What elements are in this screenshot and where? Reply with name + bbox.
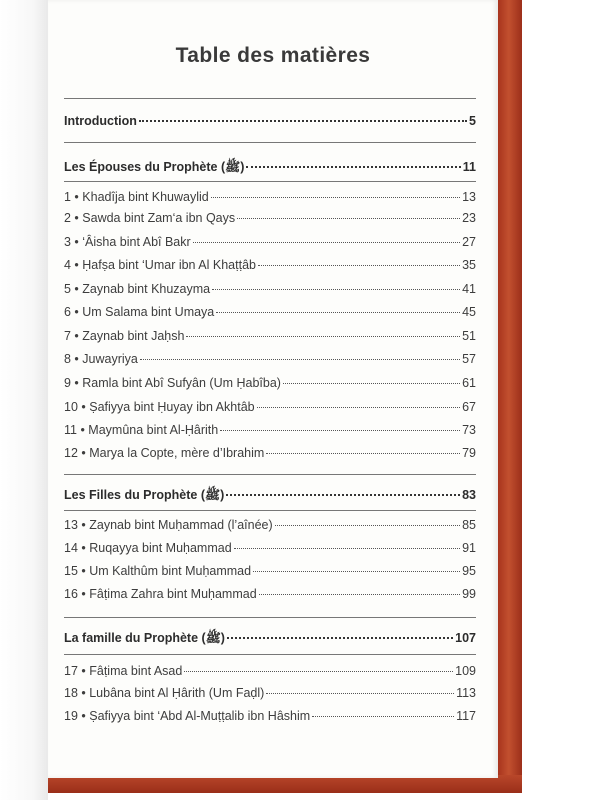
divider [64, 474, 476, 475]
toc-entry-label: 18 • Lubâna bint Al Ḥârith (Um Faḍl) [64, 686, 265, 700]
toc-section-label: La famille du Prophète (ﷺ) [64, 631, 225, 645]
toc-entry-label: 7 • Zaynab bint Jaḥsh [64, 329, 185, 343]
dot-leader [266, 693, 454, 694]
toc-section-epouses[interactable] [64, 160, 476, 178]
toc-entry[interactable] [64, 423, 476, 441]
dot-leader [226, 494, 460, 496]
dot-leader [186, 336, 460, 337]
dot-leader [253, 571, 460, 572]
toc-entry-label: 16 • Fâṭima Zahra bint Muḥammad [64, 587, 257, 601]
toc-entry-label: 15 • Um Kalthûm bint Muḥammad [64, 564, 252, 578]
toc-section-page: 5 [469, 114, 476, 128]
dot-leader [259, 594, 460, 595]
toc-entry-page: 27 [462, 235, 476, 249]
toc-entry[interactable] [64, 352, 476, 370]
dot-leader [211, 197, 460, 198]
toc-section-label: Introduction [64, 114, 137, 128]
toc-section-page: 11 [462, 160, 476, 174]
toc-entry[interactable] [64, 235, 476, 253]
divider [64, 510, 476, 511]
toc-entry-page: 91 [462, 541, 476, 555]
toc-entry-label: 5 • Zaynab bint Khuzayma [64, 282, 211, 296]
toc-entry-page: 117 [456, 709, 476, 723]
toc-entry-label: 8 • Juwayriya [64, 352, 138, 366]
toc-entry-label: 10 • Ṣafiyya bint Ḥuyay ibn Akhtâb [64, 400, 255, 414]
toc-entry-label: 11 • Maymûna bint Al-Ḥârith [64, 423, 219, 437]
toc-entry[interactable] [64, 258, 476, 276]
toc-section-label: Les Épouses du Prophète (ﷺ) [64, 160, 245, 174]
toc-entry-label: 1 • Khadîja bint Khuwaylid [64, 190, 209, 204]
toc-entry[interactable] [64, 709, 476, 727]
dot-leader [237, 218, 460, 219]
dot-leader [184, 671, 453, 672]
page-title: Table des matières [175, 44, 371, 67]
toc-entry-label: 19 • Ṣafiyya bint ‘Abd Al-Muṭṭalib ibn Hâshim [64, 709, 311, 723]
divider [64, 617, 476, 618]
dot-leader [139, 120, 467, 122]
toc-entry[interactable] [64, 541, 476, 559]
toc-entry-page: 73 [462, 423, 476, 437]
toc-entry[interactable] [64, 329, 476, 347]
toc-entry-label: 12 • Marya la Copte, mère d’Ibrahim [64, 446, 265, 460]
toc-section-famille[interactable] [64, 631, 476, 649]
dot-leader [275, 525, 460, 526]
dot-leader [234, 548, 460, 549]
toc-entry[interactable] [64, 400, 476, 418]
toc-entry-label: 2 • Sawda bint Zam‘a ibn Qays [64, 211, 236, 225]
dot-leader [140, 359, 460, 360]
toc-entry-label: 13 • Zaynab bint Muḥammad (l’aînée) [64, 518, 273, 532]
toc-entry-page: 67 [462, 400, 476, 414]
toc-entry[interactable] [64, 518, 476, 536]
dot-leader [212, 289, 460, 290]
toc-entry[interactable] [64, 446, 476, 464]
toc-entry-page: 95 [462, 564, 476, 578]
toc-section-filles[interactable] [64, 488, 476, 506]
toc-section-page: 107 [455, 631, 476, 645]
toc-entry-page: 79 [462, 446, 476, 460]
toc-entry[interactable] [64, 305, 476, 323]
toc-entry-label: 3 • ‘Âisha bint Abî Bakr [64, 235, 191, 249]
book-page [48, 0, 498, 778]
dot-leader [312, 716, 454, 717]
dot-leader [258, 265, 460, 266]
dot-leader [283, 383, 460, 384]
toc-entry-page: 35 [462, 258, 476, 272]
toc-entry-page: 13 [462, 190, 476, 204]
dot-leader [216, 312, 460, 313]
toc-entry-label: 6 • Um Salama bint Umaya [64, 305, 215, 319]
dot-leader [220, 430, 460, 431]
toc-entry-page: 51 [462, 329, 476, 343]
divider [64, 654, 476, 655]
toc-entry-page: 23 [462, 211, 476, 225]
toc-entry-page: 45 [462, 305, 476, 319]
toc-section-label: Les Filles du Prophète (ﷺ) [64, 488, 225, 502]
toc-entry-label: 17 • Fâṭima bint Asad [64, 664, 183, 678]
toc-entry-page: 57 [462, 352, 476, 366]
toc-section-page: 83 [462, 488, 476, 502]
toc-entry-page: 113 [456, 686, 476, 700]
toc-entry[interactable] [64, 686, 476, 704]
book-cover-edge [498, 0, 522, 790]
toc-entry-label: 9 • Ramla bint Abî Sufyân (Um Ḥabîba) [64, 376, 281, 390]
dot-leader [193, 242, 460, 243]
toc-entry-page: 99 [462, 587, 476, 601]
toc-section-introduction[interactable] [64, 114, 476, 132]
toc-entry[interactable] [64, 282, 476, 300]
dot-leader [257, 407, 460, 408]
toc-entry[interactable] [64, 587, 476, 605]
toc-entry-page: 109 [455, 664, 476, 678]
toc-entry-page: 61 [462, 376, 476, 390]
toc-entry[interactable] [64, 211, 476, 229]
toc-entry[interactable] [64, 190, 476, 208]
dot-leader [266, 453, 460, 454]
toc-entry-page: 41 [462, 282, 476, 296]
divider [64, 142, 476, 143]
toc-entry-label: 14 • Ruqayya bint Muḥammad [64, 541, 232, 555]
toc-entry-page: 85 [462, 518, 476, 532]
divider [64, 98, 476, 99]
divider [64, 181, 476, 182]
scan-margin [0, 0, 48, 800]
toc-entry[interactable] [64, 664, 476, 682]
toc-entry[interactable] [64, 564, 476, 582]
dot-leader [246, 166, 460, 168]
toc-entry-label: 4 • Ḥafṣa bint ‘Umar ibn Al Khaṭṭâb [64, 258, 256, 272]
dot-leader [227, 637, 453, 639]
toc-entry[interactable] [64, 376, 476, 394]
